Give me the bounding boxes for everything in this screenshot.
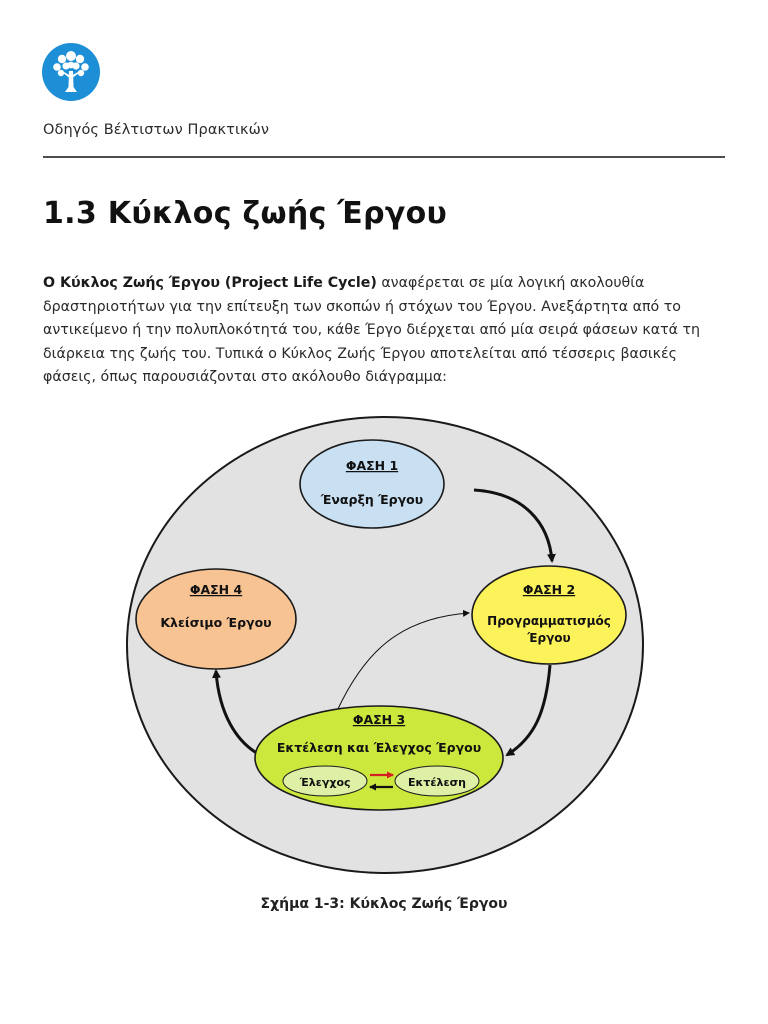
section-title: 1.3 Κύκλος ζωής Έργου [43,196,448,231]
project-life-cycle-diagram [124,413,646,878]
phase-4-node [136,569,296,669]
intro-text: αναφέρεται σε μία λογική ακολουθία δραστηριοτήτων για την επίτευξη των σκοπών ή στόχων του Έργου. Ανεξάρτητα από το αντικείμενο ή την πολυπλοκότητά του, κάθε Έργο διέρχεται από μία σειρά φάσεων κατά τη διάρκεια της ζωής του. Τυπικά ο Κύκλος Ζωής Έργου αποτελείται από τέσσερις βασικές φάσεις, όπως παρουσιάζονται στο ακόλουθο διάγραμμα: [43,275,701,385]
phase-1-name: Έναρξη Έργου [320,492,424,507]
intro-paragraph [43,272,733,390]
phase-2-label: ΦΑΣΗ 2 [522,582,576,597]
phase-2-name-line2: Έργου [527,631,571,645]
execution-sub-label: Εκτέλεση [408,776,466,789]
phase-1-node [300,440,444,528]
phase-3-node [255,706,503,810]
phase-4-name: Κλείσιμο Έργου [160,615,272,630]
tree-logo-icon [42,43,100,101]
phase-3-name: Εκτέλεση και Έλεγχος Έργου [276,740,482,755]
phase-1-label: ΦΑΣΗ 1 [345,458,399,473]
header-divider [43,156,725,158]
phase-2-name-line1: Προγραμματισμός [487,614,611,628]
intro-bold-term: Ο Κύκλος Ζωής Έργου (Project Life Cycle) [43,275,377,291]
figure-caption: Σχήμα 1-3: Κύκλος Ζωής Έργου [260,896,508,912]
phase-4-label: ΦΑΣΗ 4 [189,582,243,597]
phase-3-label: ΦΑΣΗ 3 [352,712,406,727]
document-header: Οδηγός Βέλτιστων Πρακτικών [43,122,270,138]
phase-2-node [472,566,626,664]
control-sub-label: Έλεγχος [299,776,351,789]
